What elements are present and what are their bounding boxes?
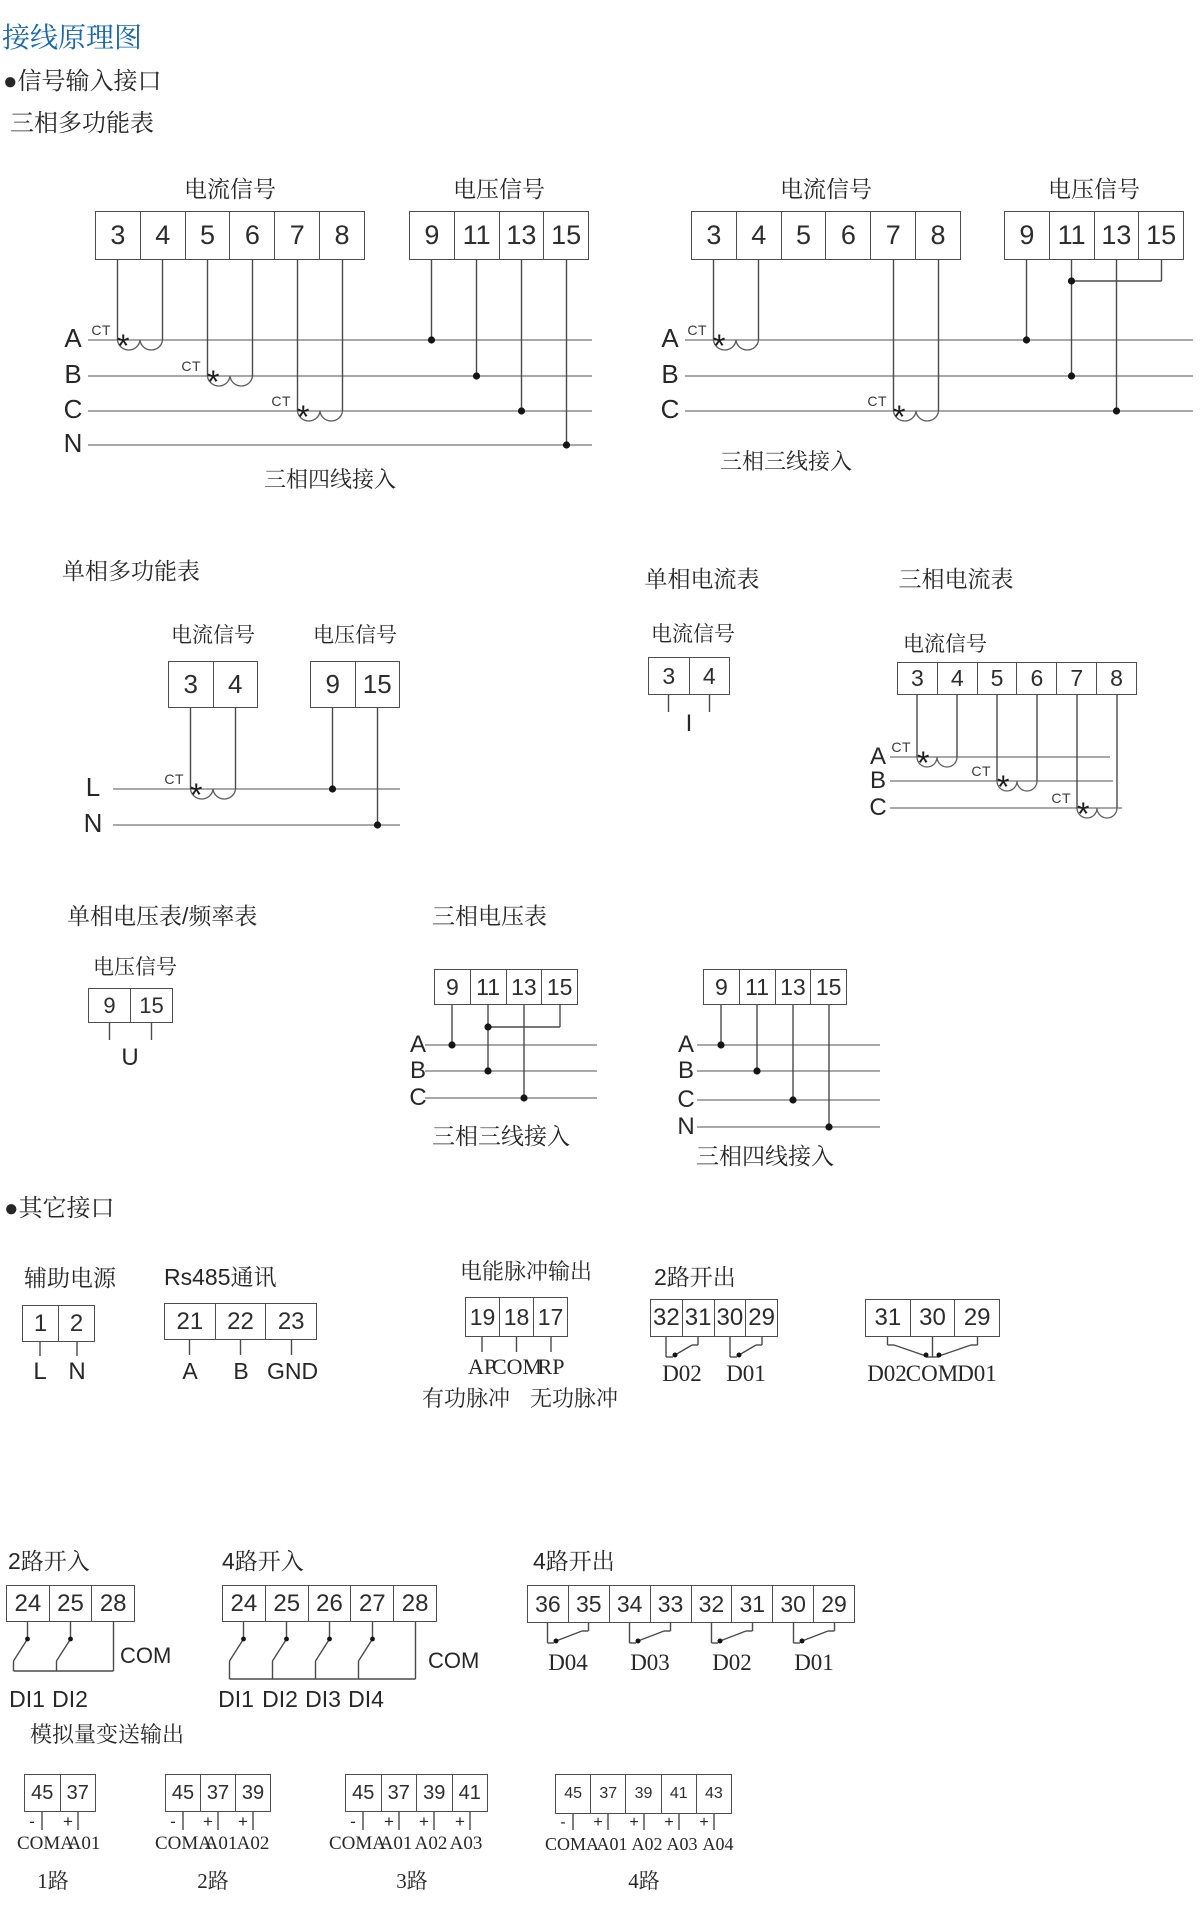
di4-title: 4路开入 [222, 1548, 304, 1574]
terminal-cell: 37 [381, 1775, 417, 1811]
terminal-cell: 8 [1096, 663, 1136, 694]
s4-phase-label-a: A [869, 743, 886, 770]
terminal-strip-do2b [865, 1299, 1000, 1337]
pulse-pin-com: COM [492, 1354, 543, 1379]
s4-signal-title: 电流信号 [903, 633, 987, 656]
s3-signal-title: 电流信号 [651, 623, 735, 646]
v1-phase-label-a: A [409, 1031, 426, 1058]
g2-pin-a02: A02 [236, 1833, 270, 1854]
page-title: 接线原理图 [2, 22, 143, 53]
v2-caption: 三相四线接入 [696, 1143, 834, 1169]
g4-pin-coma: COMA [545, 1834, 600, 1854]
terminal-cell: 13 [1094, 212, 1139, 259]
terminal-cell: 9 [325, 669, 340, 699]
terminal-cell: 13 [775, 970, 811, 1004]
terminal-cell: 23 [265, 1304, 316, 1339]
terminal-cell: 6 [1016, 663, 1056, 694]
g2-pin-coma: COMA [155, 1833, 213, 1854]
terminal-cell: 37 [200, 1775, 235, 1811]
terminal-cell: 9 [445, 973, 459, 1000]
pulse-pin-ap: AP [467, 1354, 497, 1379]
terminal-cell: 35 [568, 1586, 609, 1622]
rs485-pin-gnd: GND [267, 1358, 319, 1384]
terminal-cell: 13 [506, 970, 542, 1004]
ct-star-icon: * [893, 399, 906, 435]
terminal-cell: 15 [1138, 212, 1183, 259]
s3-pin-i: I [685, 710, 693, 737]
terminal-strip-g2 [165, 1774, 271, 1812]
terminal-strip-s3 [648, 657, 730, 695]
ct-label: CT [1051, 790, 1071, 806]
s2-title: 单相多功能表 [62, 558, 200, 584]
terminal-cell: 17 [533, 1298, 567, 1336]
terminal-cell: 6 [825, 212, 870, 259]
d2-current-signal-title: 电流信号 [780, 176, 872, 202]
terminal-cell: 3 [911, 665, 924, 691]
g2-caption: 2路 [197, 1869, 229, 1893]
g3-sign-plus2: + [419, 1812, 429, 1831]
section-heading-other: ●其它接口 [4, 1195, 115, 1222]
terminal-cell: 32 [691, 1586, 732, 1622]
g3-pin-coma: COMA [329, 1833, 387, 1854]
v1-phase-label-c: C [409, 1084, 427, 1111]
pulse-note-reactive: 无功脉冲 [529, 1386, 618, 1411]
d2-phase-label-b: B [661, 359, 679, 389]
terminal-strip-s4 [897, 662, 1137, 695]
terminal-cell: 4 [689, 658, 730, 694]
terminal-cell: 9 [1019, 220, 1035, 250]
g4-sign-minus: - [560, 1814, 566, 1831]
terminal-cell: 6 [229, 212, 274, 259]
do2b-pin-com: COM [905, 1361, 959, 1386]
terminal-cell: 39 [625, 1775, 660, 1813]
ct-star-icon: * [207, 364, 220, 400]
terminal-cell: 34 [609, 1586, 650, 1622]
terminal-strip-s6-v1 [434, 969, 578, 1005]
terminal-strip-g3 [345, 1774, 488, 1812]
terminal-cell: 28 [393, 1586, 436, 1621]
s4-phase-label-b: B [869, 767, 886, 794]
terminal-cell: 7 [1056, 663, 1096, 694]
s4-phase-label-c: C [869, 794, 887, 821]
terminal-cell: 26 [308, 1586, 351, 1621]
d1-current-signal-title: 电流信号 [184, 176, 276, 202]
terminal-cell: 15 [810, 970, 846, 1004]
terminal-cell: 29 [813, 1586, 854, 1622]
ct-label: CT [891, 739, 911, 755]
do4-title: 4路开出 [533, 1548, 615, 1574]
d1-phase-label-b: B [64, 359, 82, 389]
terminal-cell: 13 [499, 212, 544, 259]
g4-pin-a02: A02 [631, 1834, 663, 1854]
g1-pin-coma: COMA [17, 1833, 75, 1854]
v2-phase-label-n: N [677, 1113, 695, 1140]
terminal-cell: 29 [745, 1300, 777, 1336]
terminal-strip-do2 [650, 1299, 778, 1337]
terminal-cell: 9 [103, 992, 116, 1018]
terminal-cell: 8 [319, 212, 364, 259]
terminal-strip-s5 [88, 988, 173, 1023]
terminal-cell: 37 [60, 1775, 96, 1811]
terminal-cell: 45 [31, 1781, 54, 1804]
s2-current-signal-title: 电流信号 [171, 624, 255, 647]
aux-power-title: 辅助电源 [24, 1265, 116, 1291]
g1-caption: 1路 [37, 1869, 69, 1893]
pulse-title: 电能脉冲输出 [459, 1259, 592, 1284]
terminal-strip-d2-voltage [1004, 211, 1184, 260]
di2-pin-di2: DI2 [52, 1686, 88, 1712]
terminal-cell: 9 [424, 220, 440, 250]
di4-pin-di2: DI2 [262, 1686, 298, 1712]
terminal-cell: 8 [915, 212, 960, 259]
terminal-cell: 29 [954, 1300, 999, 1336]
terminal-cell: 3 [706, 220, 722, 250]
di2-title: 2路开入 [8, 1548, 90, 1574]
terminal-strip-d2-current [691, 211, 961, 260]
terminal-cell: 39 [235, 1775, 270, 1811]
s2-phase-label-n: N [83, 808, 103, 838]
pulse-pin-rp: RP [537, 1354, 565, 1379]
g4-pin-a03: A03 [666, 1834, 698, 1854]
g4-caption: 4路 [628, 1869, 660, 1893]
do4-pin-d02: D02 [712, 1650, 752, 1675]
v2-phase-label-b: B [677, 1057, 694, 1084]
terminal-strip-aux [22, 1305, 95, 1342]
do4-pin-d04: D04 [548, 1650, 588, 1675]
do4-pin-d01: D01 [794, 1650, 834, 1675]
d1-phase-label-n: N [63, 428, 83, 458]
ct-label: CT [271, 393, 291, 409]
terminal-cell: 19 [469, 1303, 496, 1330]
terminal-cell: 11 [470, 970, 506, 1004]
g4-pin-a01: A01 [596, 1834, 628, 1854]
g3-sign-plus1: + [384, 1812, 394, 1831]
terminal-cell: 30 [772, 1586, 813, 1622]
terminal-cell: 5 [781, 212, 826, 259]
v2-phase-label-c: C [677, 1086, 695, 1113]
ct-star-icon: * [190, 777, 203, 813]
g2-pin-a01: A01 [204, 1833, 238, 1854]
g1-sign-minus: - [29, 1812, 35, 1831]
terminal-cell: 31 [874, 1304, 902, 1331]
pulse-note-active: 有功脉冲 [421, 1386, 510, 1411]
terminal-cell: 4 [937, 663, 977, 694]
terminal-cell: 4 [140, 212, 185, 259]
terminal-cell: 9 [714, 973, 728, 1000]
s2-voltage-signal-title: 电压信号 [313, 624, 397, 647]
terminal-cell: 18 [499, 1298, 533, 1336]
terminal-cell: 30 [714, 1300, 746, 1336]
terminal-cell: 11 [1049, 212, 1094, 259]
d1-voltage-signal-title: 电压信号 [453, 176, 545, 202]
do2-pin-d02: D02 [662, 1361, 702, 1386]
aux-pin-n: N [68, 1358, 86, 1385]
rs485-title: Rs485通讯 [164, 1264, 277, 1290]
terminal-cell: 11 [739, 970, 775, 1004]
ct-star-icon: * [713, 328, 726, 364]
terminal-cell: 32 [653, 1304, 680, 1331]
terminal-strip-d1-voltage [409, 211, 589, 260]
g2-sign-plus1: + [203, 1812, 213, 1831]
terminal-cell: 5 [185, 212, 230, 259]
ct-star-icon: * [997, 769, 1010, 805]
ct-star-icon: * [117, 328, 130, 364]
aux-pin-l: L [33, 1358, 47, 1385]
terminal-strip-s2-current [168, 661, 258, 708]
terminal-strip-d1-current [95, 211, 365, 260]
g3-pin-a02: A02 [414, 1833, 448, 1854]
terminal-cell: 4 [736, 212, 781, 259]
g4-sign-plus1: + [593, 1814, 603, 1831]
g4-sign-plus3: + [664, 1814, 674, 1831]
terminal-strip-pulse [465, 1297, 568, 1337]
d2-voltage-signal-title: 电压信号 [1048, 176, 1140, 202]
d2-caption: 三相三线接入 [719, 449, 852, 474]
s4-title: 三相电流表 [898, 566, 1014, 592]
ct-label: CT [91, 322, 111, 338]
terminal-strip-rs485 [164, 1303, 317, 1340]
di4-pin-di1: DI1 [218, 1686, 254, 1712]
v2-phase-label-a: A [677, 1031, 694, 1058]
terminal-cell: 31 [731, 1586, 772, 1622]
terminal-cell: 45 [171, 1781, 195, 1804]
g1-pin-a01: A01 [67, 1833, 101, 1854]
terminal-cell: 3 [183, 669, 198, 699]
terminal-cell: 39 [416, 1775, 452, 1811]
g3-sign-minus: - [350, 1812, 356, 1831]
terminal-cell: 41 [661, 1775, 696, 1813]
terminal-cell: 36 [535, 1590, 561, 1617]
v1-caption: 三相三线接入 [432, 1123, 570, 1149]
ct-label: CT [971, 763, 991, 779]
terminal-cell: 21 [176, 1307, 204, 1335]
d2-phase-label-c: C [660, 394, 680, 424]
g1-sign-plus: + [63, 1812, 73, 1831]
terminal-cell: 22 [215, 1304, 266, 1339]
terminal-strip-g4 [555, 1774, 732, 1814]
terminal-cell: 24 [230, 1589, 258, 1617]
s5-signal-title: 电压信号 [93, 956, 177, 979]
analog-title: 模拟量变送输出 [30, 1722, 185, 1747]
terminal-cell: 15 [355, 662, 400, 707]
g3-sign-plus3: + [455, 1812, 465, 1831]
d2-phase-label-a: A [661, 323, 679, 353]
di2-com-label: COM [120, 1643, 172, 1668]
section-heading-signal-input: ●信号输入接口 [3, 68, 162, 95]
di2-pin-di1: DI1 [9, 1686, 45, 1712]
di4-pin-di4: DI4 [348, 1686, 384, 1712]
s2-phase-label-l: L [85, 772, 101, 802]
terminal-cell: 45 [564, 1785, 582, 1802]
terminal-cell: 7 [274, 212, 319, 259]
terminal-cell: 15 [130, 989, 172, 1022]
terminal-cell: 25 [49, 1586, 92, 1621]
terminal-cell: 45 [352, 1781, 375, 1804]
terminal-strip-do4 [527, 1585, 855, 1623]
terminal-cell: 37 [590, 1775, 625, 1813]
di4-com-label: COM [428, 1648, 480, 1673]
do2b-pin-d02: D02 [867, 1361, 907, 1386]
terminal-cell: 7 [870, 212, 915, 259]
s5-title: 单相电压表/频率表 [67, 903, 258, 929]
rs485-pin-a: A [182, 1358, 198, 1384]
di4-pin-di3: DI3 [305, 1686, 341, 1712]
do2b-pin-d01: D01 [957, 1361, 997, 1386]
g2-sign-minus: - [170, 1812, 176, 1831]
terminal-cell: 4 [213, 662, 258, 707]
terminal-cell: 11 [454, 212, 499, 259]
ct-label: CT [687, 322, 707, 338]
terminal-cell: 25 [265, 1586, 308, 1621]
terminal-cell: 5 [977, 663, 1017, 694]
do4-pin-d03: D03 [630, 1650, 670, 1675]
terminal-cell: 3 [110, 220, 126, 250]
terminal-cell: 2 [58, 1306, 94, 1341]
terminal-cell: 27 [350, 1586, 393, 1621]
meter-label-three-phase-multifunction: 三相多功能表 [10, 110, 154, 137]
terminal-cell: 41 [452, 1775, 488, 1811]
s3-title: 单相电流表 [644, 566, 760, 592]
ct-star-icon: * [1077, 796, 1090, 832]
ct-label: CT [164, 771, 184, 787]
terminal-cell: 31 [682, 1300, 714, 1336]
v1-phase-label-b: B [409, 1057, 426, 1084]
terminal-cell: 15 [543, 212, 588, 259]
terminal-cell: 30 [910, 1300, 955, 1336]
terminal-strip-di4 [222, 1585, 437, 1622]
terminal-strip-s6-v2 [703, 969, 847, 1005]
terminal-cell: 33 [650, 1586, 691, 1622]
ct-star-icon: * [917, 745, 930, 781]
terminal-strip-s2-voltage [310, 661, 400, 708]
terminal-strip-di2 [6, 1585, 135, 1622]
g3-caption: 3路 [396, 1869, 428, 1893]
g3-pin-a01: A01 [379, 1833, 413, 1854]
g3-pin-a03: A03 [449, 1833, 483, 1854]
g4-sign-plus4: + [699, 1814, 709, 1831]
terminal-cell: 43 [696, 1775, 731, 1813]
ct-star-icon: * [297, 399, 310, 435]
terminal-strip-g1 [24, 1774, 96, 1812]
s6-title: 三相电压表 [432, 903, 547, 929]
do2-pin-d01: D01 [726, 1361, 766, 1386]
terminal-cell: 3 [662, 662, 676, 689]
g2-sign-plus2: + [238, 1812, 248, 1831]
rs485-pin-b: B [233, 1358, 249, 1384]
ct-label: CT [867, 393, 887, 409]
d1-phase-label-a: A [64, 323, 82, 353]
s5-pin-u: U [121, 1044, 139, 1071]
terminal-cell: 15 [541, 970, 577, 1004]
g4-pin-a04: A04 [702, 1834, 734, 1854]
d1-caption: 三相四线接入 [263, 467, 396, 492]
d1-phase-label-c: C [63, 394, 83, 424]
g4-sign-plus2: + [629, 1814, 639, 1831]
terminal-cell: 1 [33, 1309, 48, 1337]
do2-title: 2路开出 [654, 1264, 736, 1290]
terminal-cell: 24 [14, 1589, 42, 1617]
ct-label: CT [181, 358, 201, 374]
terminal-cell: 28 [91, 1586, 134, 1621]
